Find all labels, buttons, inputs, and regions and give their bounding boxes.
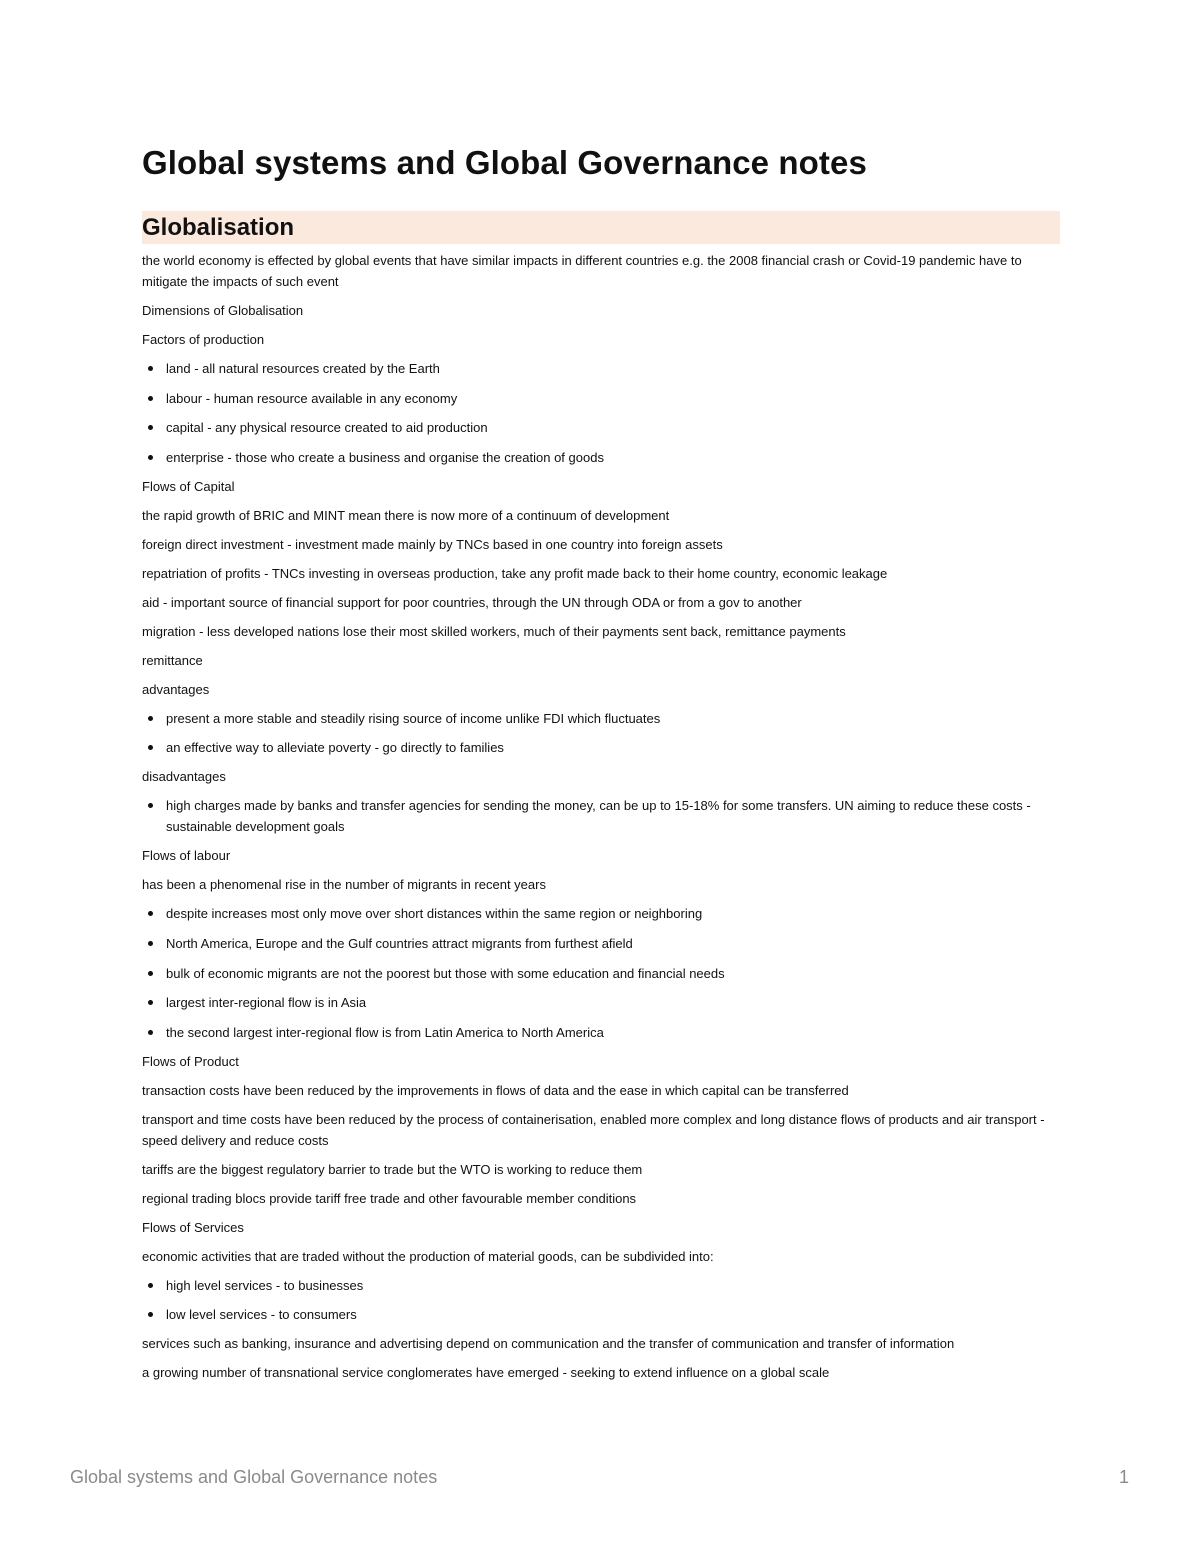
paragraph: Flows of labour — [142, 848, 231, 864]
paragraph: Dimensions of Globalisation — [142, 303, 304, 318]
paragraph: tariffs are the biggest regulatory barrier to trade but the WTO is working to reduce them — [142, 1161, 643, 1177]
list-item: largest inter-regional flow is in Asia — [142, 992, 1060, 1013]
paragraph: economic activities that are traded without the production of material goods, can be subdivided into: — [142, 1248, 714, 1264]
document-body — [142, 250, 1060, 1391]
list-item: high charges made by banks and transfer agencies for sending the money, can be up to 15-18% for some transfers. UN aiming to reduce these costs - sustainable development goals — [142, 795, 1060, 837]
bullet-list — [142, 903, 1060, 1042]
paragraph: aid - important source of financial support for poor countries, through the UN through ODA or from a gov to another — [142, 594, 802, 610]
paragraph: repatriation of profits - TNCs investing in overseas production, take any profit made back to their home country, economic leakage — [142, 565, 888, 581]
list-item: high level services - to businesses — [142, 1275, 1060, 1296]
list-item: the second largest inter-regional flow is from Latin America to North America — [142, 1022, 1060, 1043]
paragraph: regional trading blocs provide tariff free trade and other favourable member conditions — [142, 1190, 637, 1206]
bullet-list — [142, 795, 1060, 837]
list-item: enterprise - those who create a business and organise the creation of goods — [142, 447, 1060, 468]
paragraph: the rapid growth of BRIC and MINT mean there is now more of a continuum of development — [142, 507, 670, 523]
paragraph: transaction costs have been reduced by the improvements in flows of data and the ease in which capital can be transferred — [142, 1082, 849, 1098]
document-title: Global systems and Global Governance notes — [142, 144, 867, 181]
bullet-list — [142, 1275, 1060, 1326]
list-item: present a more stable and steadily rising source of income unlike FDI which fluctuates — [142, 708, 1060, 729]
list-item: despite increases most only move over short distances within the same region or neighboring — [142, 903, 1060, 924]
paragraph: Flows of Product — [142, 1053, 239, 1069]
paragraph: a growing number of transnational service conglomerates have emerged - seeking to extend influence on a global scale — [142, 1365, 830, 1381]
paragraph: Flows of Services — [142, 1219, 244, 1235]
list-item: an effective way to alleviate poverty - go directly to families — [142, 737, 1060, 758]
list-item: labour - human resource available in any economy — [142, 388, 1060, 409]
list-item: North America, Europe and the Gulf countries attract migrants from furthest afield — [142, 933, 1060, 954]
paragraph: disadvantages — [142, 769, 226, 785]
footer-title: Global systems and Global Governance notes — [70, 1467, 438, 1487]
paragraph: remittance — [142, 652, 203, 668]
paragraph: advantages — [142, 681, 210, 697]
bullet-list — [142, 358, 1060, 468]
paragraph: Factors of production — [142, 332, 265, 347]
paragraph: the world economy is effected by global events that have similar impacts in different countries e.g. the 2008 financial crash or Covid-19 pandemic have to mitigate the impacts of such event — [142, 253, 1022, 289]
paragraph: has been a phenomenal rise in the number of migrants in recent years — [142, 877, 546, 893]
paragraph: Flows of Capital — [142, 478, 235, 494]
paragraph: transport and time costs have been reduced by the process of containerisation, enabled more complex and long distance flows of products and air transport - speed delivery and reduce costs — [142, 1111, 1045, 1148]
paragraph: services such as banking, insurance and advertising depend on communication and the transfer of communication and transfer of information — [142, 1336, 955, 1352]
section-heading-globalisation: Globalisation — [142, 211, 1060, 244]
footer-page-number: 1 — [1119, 1467, 1130, 1487]
paragraph: migration - less developed nations lose their most skilled workers, much of their payments sent back, remittance payments — [142, 623, 846, 639]
list-item: bulk of economic migrants are not the poorest but those with some education and financial needs — [142, 963, 1060, 984]
list-item: capital - any physical resource created to aid production — [142, 417, 1060, 438]
paragraph: foreign direct investment - investment made mainly by TNCs based in one country into foreign assets — [142, 536, 723, 552]
list-item: land - all natural resources created by the Earth — [142, 358, 1060, 379]
list-item: low level services - to consumers — [142, 1304, 1060, 1325]
bullet-list — [142, 708, 1060, 759]
